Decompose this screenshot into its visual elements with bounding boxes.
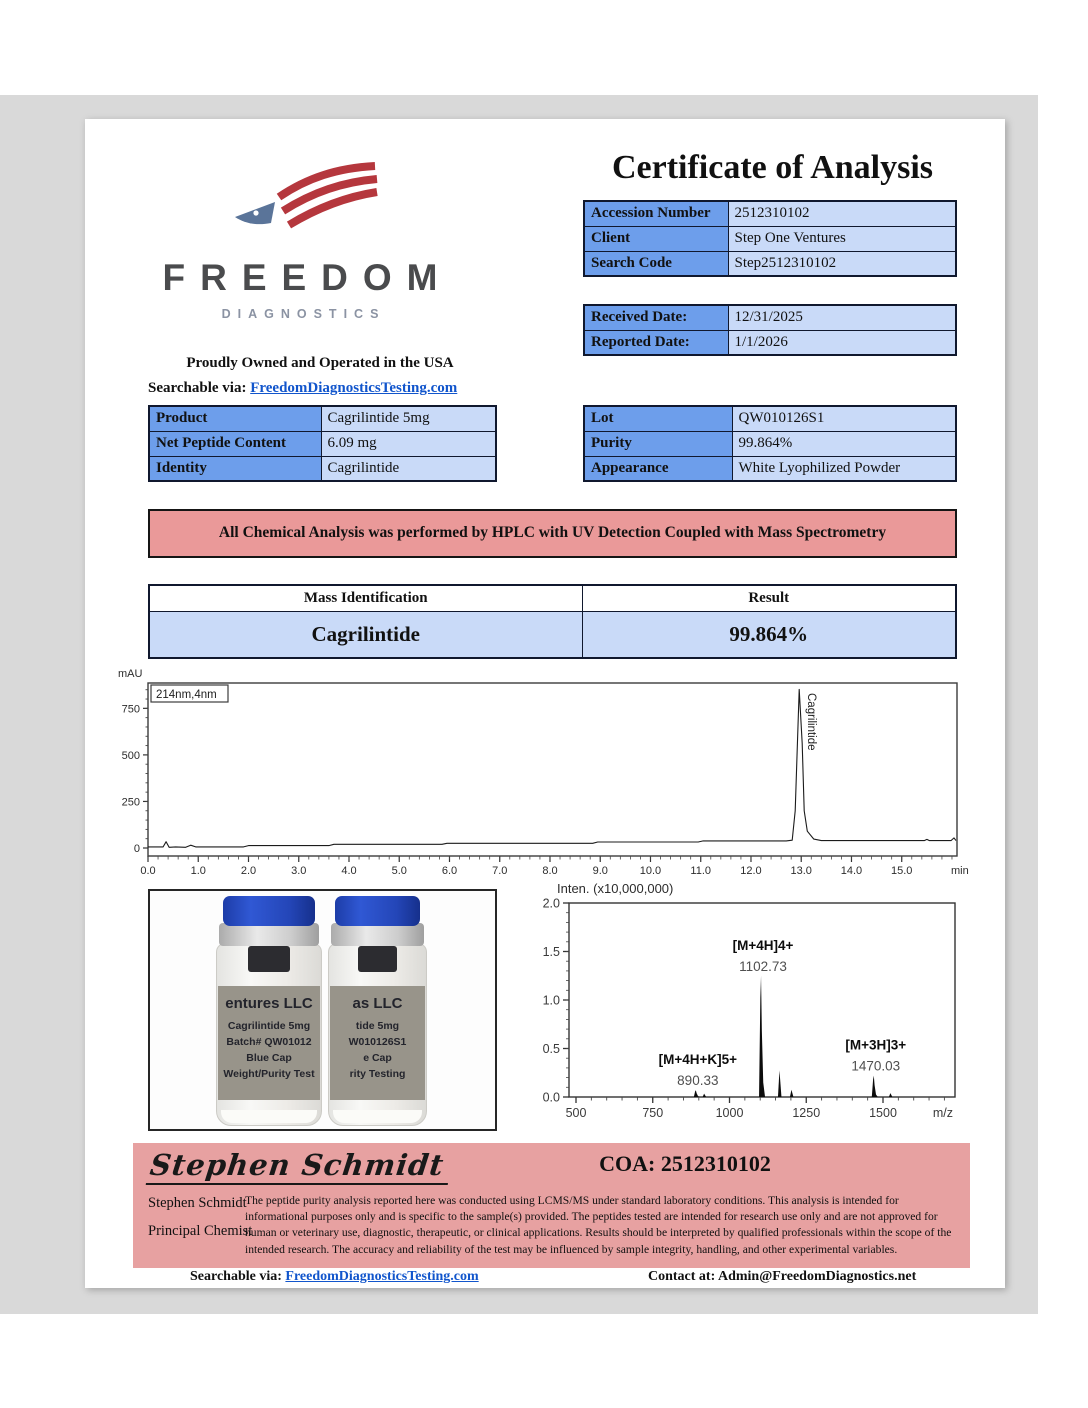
svg-text:m/z: m/z [932,1106,953,1120]
svg-text:5.0: 5.0 [391,865,407,877]
table-row [149,611,956,658]
vial-label-line: Cagrilintide 5mg [227,1020,311,1032]
footer-contact: Contact at: Admin@FreedomDiagnostics.net [648,1269,917,1284]
lyophilized-powder [221,1110,317,1123]
svg-text:mAU: mAU [118,668,143,680]
accession-table [583,200,957,277]
value-cell: 6.09 mg [321,431,496,456]
vial-stopper [358,946,398,972]
vial-label-line: as LLC [352,995,403,1012]
svg-text:6.0: 6.0 [441,865,458,877]
table-row [149,406,496,431]
footer-searchable-label: Searchable via: [190,1269,282,1284]
vial-label-line: tide 5mg [355,1020,400,1032]
chemist-role: Principal Chemist [148,1223,253,1239]
vial-right [328,896,427,1126]
svg-text:500: 500 [121,749,140,762]
label-cell: Appearance [584,456,732,481]
handwritten-signature: Stephen Schmidt [146,1148,452,1185]
value-cell: White Lyophilized Powder [732,456,956,481]
svg-text:250: 250 [121,796,140,809]
value-cell: QW010126S1 [732,406,956,431]
svg-text:3.0: 3.0 [291,865,307,877]
svg-text:1000: 1000 [715,1106,744,1120]
vial-label [330,986,425,1100]
svg-text:Inten. (x10,000,000): Inten. (x10,000,000) [557,881,674,896]
svg-text:1500: 1500 [869,1106,897,1120]
chemist-name: Stephen Schmidt [148,1195,247,1211]
vial-label-line: Blue Cap [246,1052,292,1064]
table-header-row [149,585,956,611]
svg-text:0.5: 0.5 [542,1042,560,1056]
table-row [584,201,956,226]
logo-wordmark: FREEDOM [162,257,453,298]
mass-spectrum-chart [525,877,990,1149]
label-cell: Lot [584,406,732,431]
searchable-line [148,380,457,397]
table-row [149,431,496,456]
svg-text:1.0: 1.0 [190,865,206,877]
vial-label-line: entures LLC [225,995,313,1012]
svg-text:2.0: 2.0 [542,896,560,911]
table-row [584,226,956,251]
label-cell: Received Date: [584,305,728,330]
table-row [584,406,956,431]
label-cell: Client [584,226,728,251]
table-row [584,456,956,481]
eagle-flag-icon [223,161,383,257]
page-title: Certificate of Analysis [611,149,934,186]
analyte-cell: Cagrilintide [149,611,582,658]
svg-text:214nm,4nm: 214nm,4nm [156,689,217,701]
vial-label-line: rity Testing [349,1068,406,1080]
mass-identification-table [148,584,957,659]
svg-text:[M+3H]3+: [M+3H]3+ [845,1037,907,1053]
vial-label-line: Weight/Purity Test [223,1068,315,1080]
svg-text:[M+4H+K]5+: [M+4H+K]5+ [658,1052,738,1068]
vial-label [218,986,320,1100]
svg-text:0.0: 0.0 [140,865,156,877]
svg-text:1.0: 1.0 [542,993,560,1008]
svg-text:500: 500 [565,1106,587,1120]
searchable-label: Searchable via: [148,380,247,396]
svg-text:7.0: 7.0 [492,865,508,877]
lot-table [583,405,957,482]
label-cell: Product [149,406,321,431]
svg-text:1102.73: 1102.73 [739,958,787,974]
vial-left [216,896,322,1126]
method-banner: All Chemical Analysis was performed by HPLC with UV Detection Coupled with Mass Spectrometry [148,509,957,558]
label-cell: Accession Number [584,201,728,226]
svg-text:10.0: 10.0 [639,865,662,877]
svg-text:0: 0 [133,843,140,855]
vial-label-line: Batch# QW01012 [226,1036,312,1048]
footer-searchable-link[interactable]: FreedomDiagnosticsTesting.com [285,1269,479,1284]
svg-text:890.33: 890.33 [677,1073,719,1089]
svg-text:11.0: 11.0 [690,865,712,877]
svg-text:1.5: 1.5 [542,945,560,959]
svg-text:[M+4H]4+: [M+4H]4+ [732,937,794,953]
value-cell: 99.864% [732,431,956,456]
product-vials-photo [148,889,497,1131]
column-header: Result [582,585,956,611]
label-cell: Identity [149,456,321,481]
table-row [149,456,496,481]
svg-text:Cagrilintide: Cagrilintide [805,693,818,751]
signature-block [133,1143,970,1268]
dates-table [583,304,957,356]
svg-text:750: 750 [121,703,140,716]
svg-text:9.0: 9.0 [592,865,608,877]
value-cell: Cagrilintide 5mg [321,406,496,431]
svg-text:0.0: 0.0 [542,1090,560,1105]
tagline: Proudly Owned and Operated in the USA [186,355,454,371]
svg-text:8.0: 8.0 [542,865,558,877]
value-cell: Step2512310102 [728,251,956,276]
certificate-page [85,119,1005,1288]
value-cell: 1/1/2026 [728,330,956,355]
vial-label-line: e Cap [363,1052,392,1064]
searchable-link[interactable]: FreedomDiagnosticsTesting.com [250,380,458,396]
svg-text:1470.03: 1470.03 [851,1058,901,1074]
svg-text:min: min [951,865,969,877]
hplc-chromatogram-chart [105,661,995,881]
value-cell: 12/31/2025 [728,305,956,330]
value-cell: Step One Ventures [728,226,956,251]
disclaimer-text: The peptide purity analysis reported here was conducted using LCMS/MS under standard laboratory conditions. This analysis is intended for informational purposes only and is specific to the sample(s) provided. The peptides tested are intended for research use only and are not approved for human or veterinary use, diagnostic, therapeutic, or clinical applications. Results should be interpreted by qualified professionals within the scope of the intended research. The accuracy and reliability of the test may be influenced by sample integrity, handling, and other experimental variables. [245,1194,952,1256]
svg-text:14.0: 14.0 [840,865,863,877]
svg-text:1250: 1250 [792,1106,821,1120]
result-cell: 99.864% [582,611,956,658]
vial-label-line: W010126S1 [348,1036,407,1048]
footer-searchable [190,1269,479,1285]
vial-seal [331,923,424,946]
vial-blue-cap [335,896,420,926]
table-row [584,251,956,276]
svg-text:4.0: 4.0 [341,865,357,877]
value-cell: Cagrilintide [321,456,496,481]
label-cell: Reported Date: [584,330,728,355]
svg-text:13.0: 13.0 [790,865,812,877]
product-table [148,405,497,482]
vial-blue-cap [223,896,315,926]
table-row [584,431,956,456]
coa-number: COA: 2512310102 [599,1151,771,1176]
table-row [584,330,956,355]
lyophilized-powder [333,1110,422,1123]
svg-text:15.0: 15.0 [891,865,913,877]
svg-text:12.0: 12.0 [740,865,762,877]
logo-subtitle: DIAGNOSTICS [221,307,386,321]
value-cell: 2512310102 [728,201,956,226]
svg-text:750: 750 [642,1106,664,1120]
label-cell: Net Peptide Content [149,431,321,456]
table-row [584,305,956,330]
vial-stopper [248,946,290,972]
svg-text:2.0: 2.0 [240,865,257,877]
label-cell: Purity [584,431,732,456]
column-header: Mass Identification [149,585,582,611]
vial-seal [219,923,319,946]
label-cell: Search Code [584,251,728,276]
